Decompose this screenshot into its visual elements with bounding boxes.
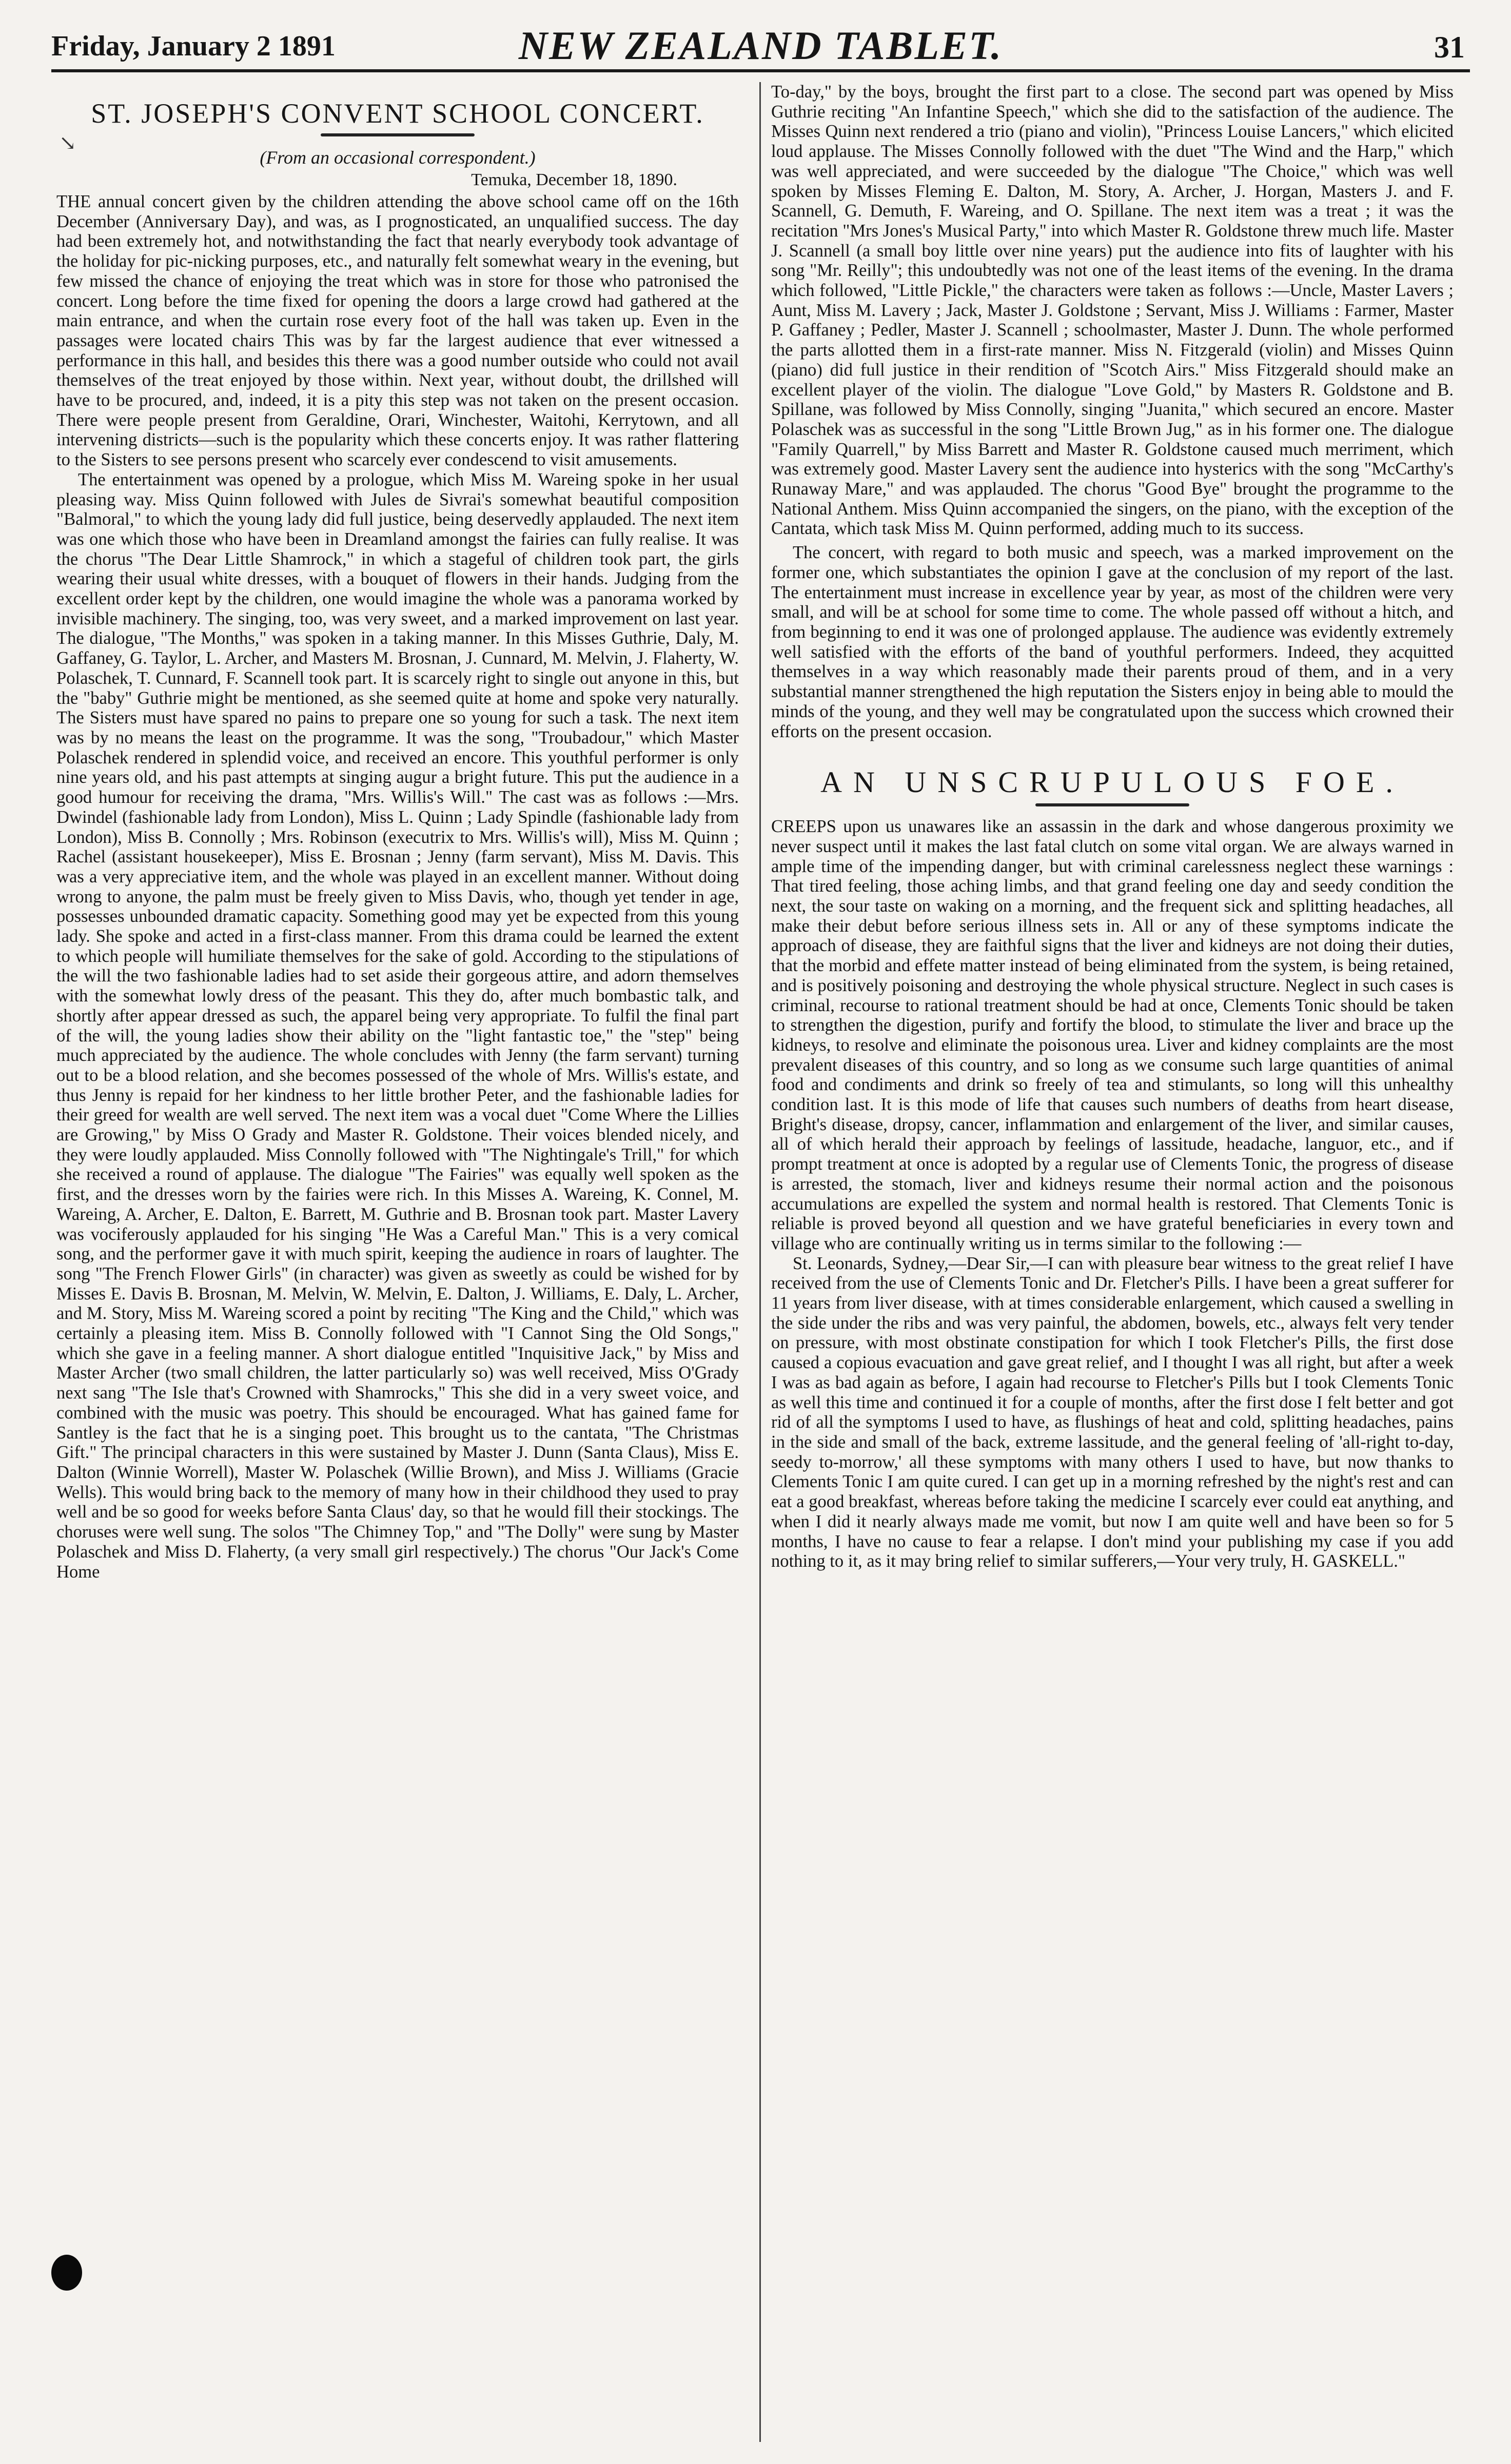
left-column (56, 87, 739, 1582)
foe-title-divider (1035, 803, 1189, 806)
concert-paragraph-2-part-1: The entertainment was opened by a prologue, which Miss M. Wareing spoke in her usual pleasing way. Miss Quinn followed with Jules de Sivrai's somewhat beautiful composition "Balmoral," to which the young lady did full justice, being deservedly applauded. The next item was one which those who have been in Dreamland amongst the fairies can fully realise. It was the chorus "The Dear Little Shamrock," in which a stageful of children took part, the girls wearing their usual white dresses, with a bouquet of flowers in their hands. Judging from the excellent order kept by the children, one would imagine the whole was a panorama worked by invisible machinery. The singing, too, was very sweet, and a marked improvement on last year. The dialogue, "The Months," was spoken in a taking manner. In this Misses Guthrie, Daly, M. Gaffaney, G. Taylor, L. Archer, and Masters M. Brosnan, J. Cunnard, M. Melvin, J. Flaherty, W. Polaschek, T. Cunnard, F. Scannell took part. It is scarcely right to single out anyone in this, but the "baby" Guthrie might be mentioned, as she seemed quite at home and spoke very naturally. The Sisters must have spared no pains to prepare one so young for such a task. The next item was by no means the least on the programme. It was the song, "Troubadour," which Master Polaschek rendered in splendid voice, and received an encore. This youthful performer is only nine years old, and his past attempts at singing augur a bright future. This put the audience in a good humour for receiving the drama, "Mrs. Willis's Will." The cast was as follows :—Mrs. Dwindel (fashionable lady from London), Miss L. Quinn ; Lady Spindle (fashionable lady from London), Miss B. Connolly ; Mrs. Robinson (executrix to Mrs. Willis's will), Miss M. Quinn ; Rachel (assistant housekeeper), Miss E. Brosnan ; Jenny (farm servant), Miss M. Davis. This was a very appreciative item, and the whole was played in an excellent manner. Without doing wrong to anyone, the palm must be freely given to Miss Davis, who, though yet tender in age, possesses unbounded dramatic capacity. Something good may yet be expected from this young lady. She spoke and acted in a first-class manner. From this drama could be learned the extent to which people will humiliate themselves for the sake of gold. According to the stipulations of the will the two fashionable ladies had to set aside their gorgeous attire, and adorn themselves with the somewhat lowly dress of the peasant. This they do, after much bombastic talk, and shortly after appear dressed as such, the apparel being very appropriate. To fulfil the final part of the will, the young ladies show their ability on the "light fantastic toe," the "step" being much appreciated by the audience. The whole concludes with Jenny (the farm servant) turning out to be a blood relation, and she becomes possessed of the whole of Mrs. Willis's estate, and thus Jenny is repaid for her kindness to her little brother Peter, and the fashionable ladies for their greed for wealth are well served. The next item was a vocal duet "Come Where the Lillies are Growing," by Miss O Grady and Master R. Goldstone. Their voices blended nicely, and they were loudly applauded. Miss Connolly followed with "The Nightingale's Trill," for which she received a round of applause. The dialogue "The Fairies" was equally well spoken as the first, and the dresses worn by the fairies were rich. In this Misses A. Wareing, K. Connel, M. Wareing, A. Archer, E. Dalton, E. Barrett, M. Guthrie and B. Brosnan took part. Master Lavery was vociferously applauded for his singing "He Was a Careful Man." This is a very comical song, and the performer gave it with much spirit, keeping the audience in roars of laughter. The song "The French Flower Girls" (in character) was given as sweetly as could be wished for by Misses E. Davis B. Brosnan, M. Melvin, W. Melvin, E. Dalton, J. Williams, E. Daly, L. Archer, and M. Story, Miss M. Wareing scored a point by reciting "The King and the Child," which was certainly a pleasing item. Miss B. Connolly followed with "I Cannot Sing the Old Songs," which she gave in a feeling manner. A short dialogue entitled "Inquisitive Jack," by Miss and Master Archer (two small children, the latter particularly so) was well received, Miss O'Grady next sang "The Isle that's Crowned with Shamrocks," This she did in a very sweet voice, and combined with the music was poetry. This should be encouraged. What has gained fame for Santley is the fact that he is a singing poet. This brought us to the cantata, "The Christmas Gift." The principal characters in this were sustained by Master J. Dunn (Santa Claus), Miss E. Dalton (Winnie Worrell), Master W. Polaschek (Willie Brown), and Miss J. Williams (Gracie Wells). This would bring back to the memory of many how in their childhood they used to pray well and be so good for weeks before Santa Claus' day, so that he would fill their stockings. The choruses were well sung. The solos "The Chimney Top," and "The Dolly" were sung by Master Polaschek and Miss D. Flaherty, (a very small girl respectively.) The chorus "Our Jack's Come Home (56, 469, 739, 1582)
masthead (51, 21, 1470, 72)
foe-paragraph-1: CREEPS upon us unawares like an assassin in the dark and whose dangerous proximity we never suspect until it makes the last fatal clutch on some vital organ. We are always warned in ample time of the impending danger, but with criminal carelessness neglect these warnings : That tired feeling, those aching limbs, and that grand feeling one day and seedy condition the next, the sour taste on waking on a morning, and the frequent sick and splitting headaches, all make their debut before serious illness sets in. All or any of these symptoms indicate the approach of disease, they are faithful signs that the liver and kidneys are not doing their duties, that the morbid and effete matter instead of being eliminated from the system, is being retained, and is positively poisoning and destroying the whole physical structure. Neglect in such cases is criminal, recourse to rational treatment should be had at once, Clements Tonic should be taken to strengthen the digestion, purify and fortify the blood, to stimulate the liver and brace up the kidneys, to resolve and eliminate the poisonous urea. Liver and kidney complaints are the most prevalent diseases of this country, and so long as we consume such large quantities of animal food and condiments and drink so freely of tea and stimulants, so long will this unhealthy condition last. It is this mode of life that causes such numbers of deaths from heart disease, Bright's disease, dropsy, cancer, inflammation and enlargement of the liver, and similar causes, all of which herald their approach by feelings of lassitude, headache, languor, etc., and if prompt treatment at once is adopted by a regular use of Clements Tonic, the progress of disease is arrested, the stomach, liver and kidneys resume their normal action and the poisonous accumulations are expelled the system and normal health is restored. That Clements Tonic is reliable is proved beyond all question and we have grateful beneficiaries in every town and village who are continually writing us in terms similar to the following :— (771, 817, 1454, 1253)
concert-paragraph-3: The concert, with regard to both music and speech, was a marked improvement on the former one, which substantiates the opinion I gave at the conclusion of my report of the last. The entertainment must increase in excellence year by year, as most of the children were very small, and will be at school for some time to come. The whole passed off without a hitch, and from beginning to end it was one of prolonged applause. The audience was evidently extremely well satisfied with the efforts of the band of youthful performers. Indeed, they acquitted themselves in a way which reasonably made their parents proud of them, and in a very substantial manner strengthened the high reputation the Sisters enjoy in being able to mould the minds of the young, and they well may be congratulated upon the success which crowned their efforts on the present occasion. (771, 543, 1454, 741)
concert-byline: (From an occasional correspondent.) (260, 147, 536, 168)
margin-mark-icon: ↘ (59, 131, 76, 154)
concert-paragraph-1: THE annual concert given by the children attending the above school came off on the 16th December (Anniversary Day), and was, as I prognosticated, an unqualified success. The day had been extremely hot, and notwithstanding the fact that nearly everybody took advantage of the holiday for pic-nicking purposes, etc., and naturally felt somewhat weary in the evening, but few missed the chance of enjoying the treat which was in store for those who patronised the concert. Long before the time fixed for opening the doors a large crowd had gathered at the main entrance, and when the curtain rose every foot of the hall was taken up. Even in the passages were located chairs This was by far the largest audience that ever witnessed a performance in this hall, and besides this there was a good number outside who could not avail themselves of the treat enjoyed by those within. Next year, without doubt, the drillshed will have to be procured, and, indeed, it is a pity this step was not taken on the present occasion. There were people present from Geraldine, Orari, Winchester, Waitohi, Kerrytown, and all intervening districts—such is the popularity which these concerts enjoy. It was rather flattering to the Sisters to see persons present who scarcely ever condescend to visit amusements. (56, 192, 739, 470)
right-column (759, 82, 1454, 2442)
newspaper-title: NEW ZEALAND TABLET. (518, 23, 1003, 68)
concert-paragraph-2-continued: To-day," by the boys, brought the first part to a close. The second part was opened by Miss Guthrie reciting "An Infantine Speech," which she did to the satisfaction of the audience. The Misses Quinn next rendered a trio (piano and violin), "Princess Louise Lancers," which elicited loud applause. The Misses Connolly followed with the duet "The Wind and the Harp," which was well appreciated, and were succeeded by the dialogue "The Choice," which was well spoken by Misses Fleming E. Dalton, M. Story, A. Archer, J. Horgan, Masters J. and F. Scannell, G. Demuth, F. Wareing, and O. Spillane. The next item was a treat ; it was the recitation "Mrs Jones's Musical Party," into which Master R. Goldstone threw much life. Master J. Scannell (a small boy little over nine years) put the audience into fits of laughter with his song "Mr. Reilly"; this undoubtedly was not one of the least items of the evening. In the drama which followed, "Little Pickle," the characters were taken as follows :—Uncle, Master Lavers ; Aunt, Miss M. Lavery ; Jack, Master J. Goldstone ; Servant, Miss J. Williams : Farmer, Master P. Gaffaney ; Pedler, Master J. Scannell ; schoolmaster, Master J. Dunn. The whole performed the parts allotted them in a first-rate manner. Miss N. Fitzgerald (violin) and Misses Quinn (piano) did full justice in their rendition of "Scotch Airs." Miss Fitzgerald should make an excellent player of the violin. The dialogue "Love Gold," by Masters R. Goldstone and B. Spillane, was followed by Miss Connolly, singing "Juanita," which secured an encore. Master Polaschek was as successful in the song "Little Brown Jug," as in his former one. The dialogue "Family Quarrell," by Miss Barrett and Master R. Goldstone caused much merriment, which was extremely good. Master Lavery sent the audience into hysterics with the song "McCarthy's Runaway Mare," and was applauded. The chorus "Good Bye" brought the programme to the National Anthem. Miss Quinn accompanied the singers, on the piano, with the exception of the Cantata, which task Miss M. Quinn performed, adding much to its success. (771, 82, 1454, 539)
testimonial-letter: St. Leonards, Sydney,—Dear Sir,—I can with pleasure bear witness to the great relief I have received from the use of Clements Tonic and Dr. Fletcher's Pills. I have been a great sufferer for 11 years from liver disease, with at times considerable enlargement, which caused a swelling in the side under the ribs and was very painful, the abdomen, bowels, etc., always felt very tender on pressure, with most obstinate constipation for which I took Fletcher's Pills, the first dose caused a copious evacuation and gave great relief, and I thought I was all right, but after a week I was as bad again as before, I again had recourse to Fletcher's Pills but I took Clements Tonic as well this time and continued it for a couple of months, after the first dose I felt better and got rid of all the symptoms I used to have, as flushings of heat and cold, splitting headaches, pains in the side and small of the back, extreme lassitude, and the general feeling of 'all-right to-day, seedy to-morrow,' all these symptoms with many others I used to have, but now thanks to Clements Tonic I am quite cured. I can get up in a morning refreshed by the night's rest and can eat a good breakfast, whereas before taking the medicine I scarcely ever could eat anything, and when I did it nearly always made me vomit, but now I am quite well and have been so for 5 months, I have no cause to fear a relapse. I don't mind your publishing my case if you add nothing to it, as it may bring relief to similar sufferers,—Your very truly, H. GASKELL." (771, 1253, 1454, 1571)
issue-date: Friday, January 2 1891 (51, 30, 336, 62)
foe-article-title: AN UNSCRUPULOUS FOE. (820, 765, 1404, 799)
ink-blot (51, 2255, 82, 2291)
concert-article-title: ST. JOSEPH'S CONVENT SCHOOL CONCERT. (91, 98, 704, 129)
concert-dateline: Temuka, December 18, 1890. (471, 170, 677, 189)
page-number: 31 (1434, 30, 1465, 64)
title-divider (321, 133, 475, 136)
